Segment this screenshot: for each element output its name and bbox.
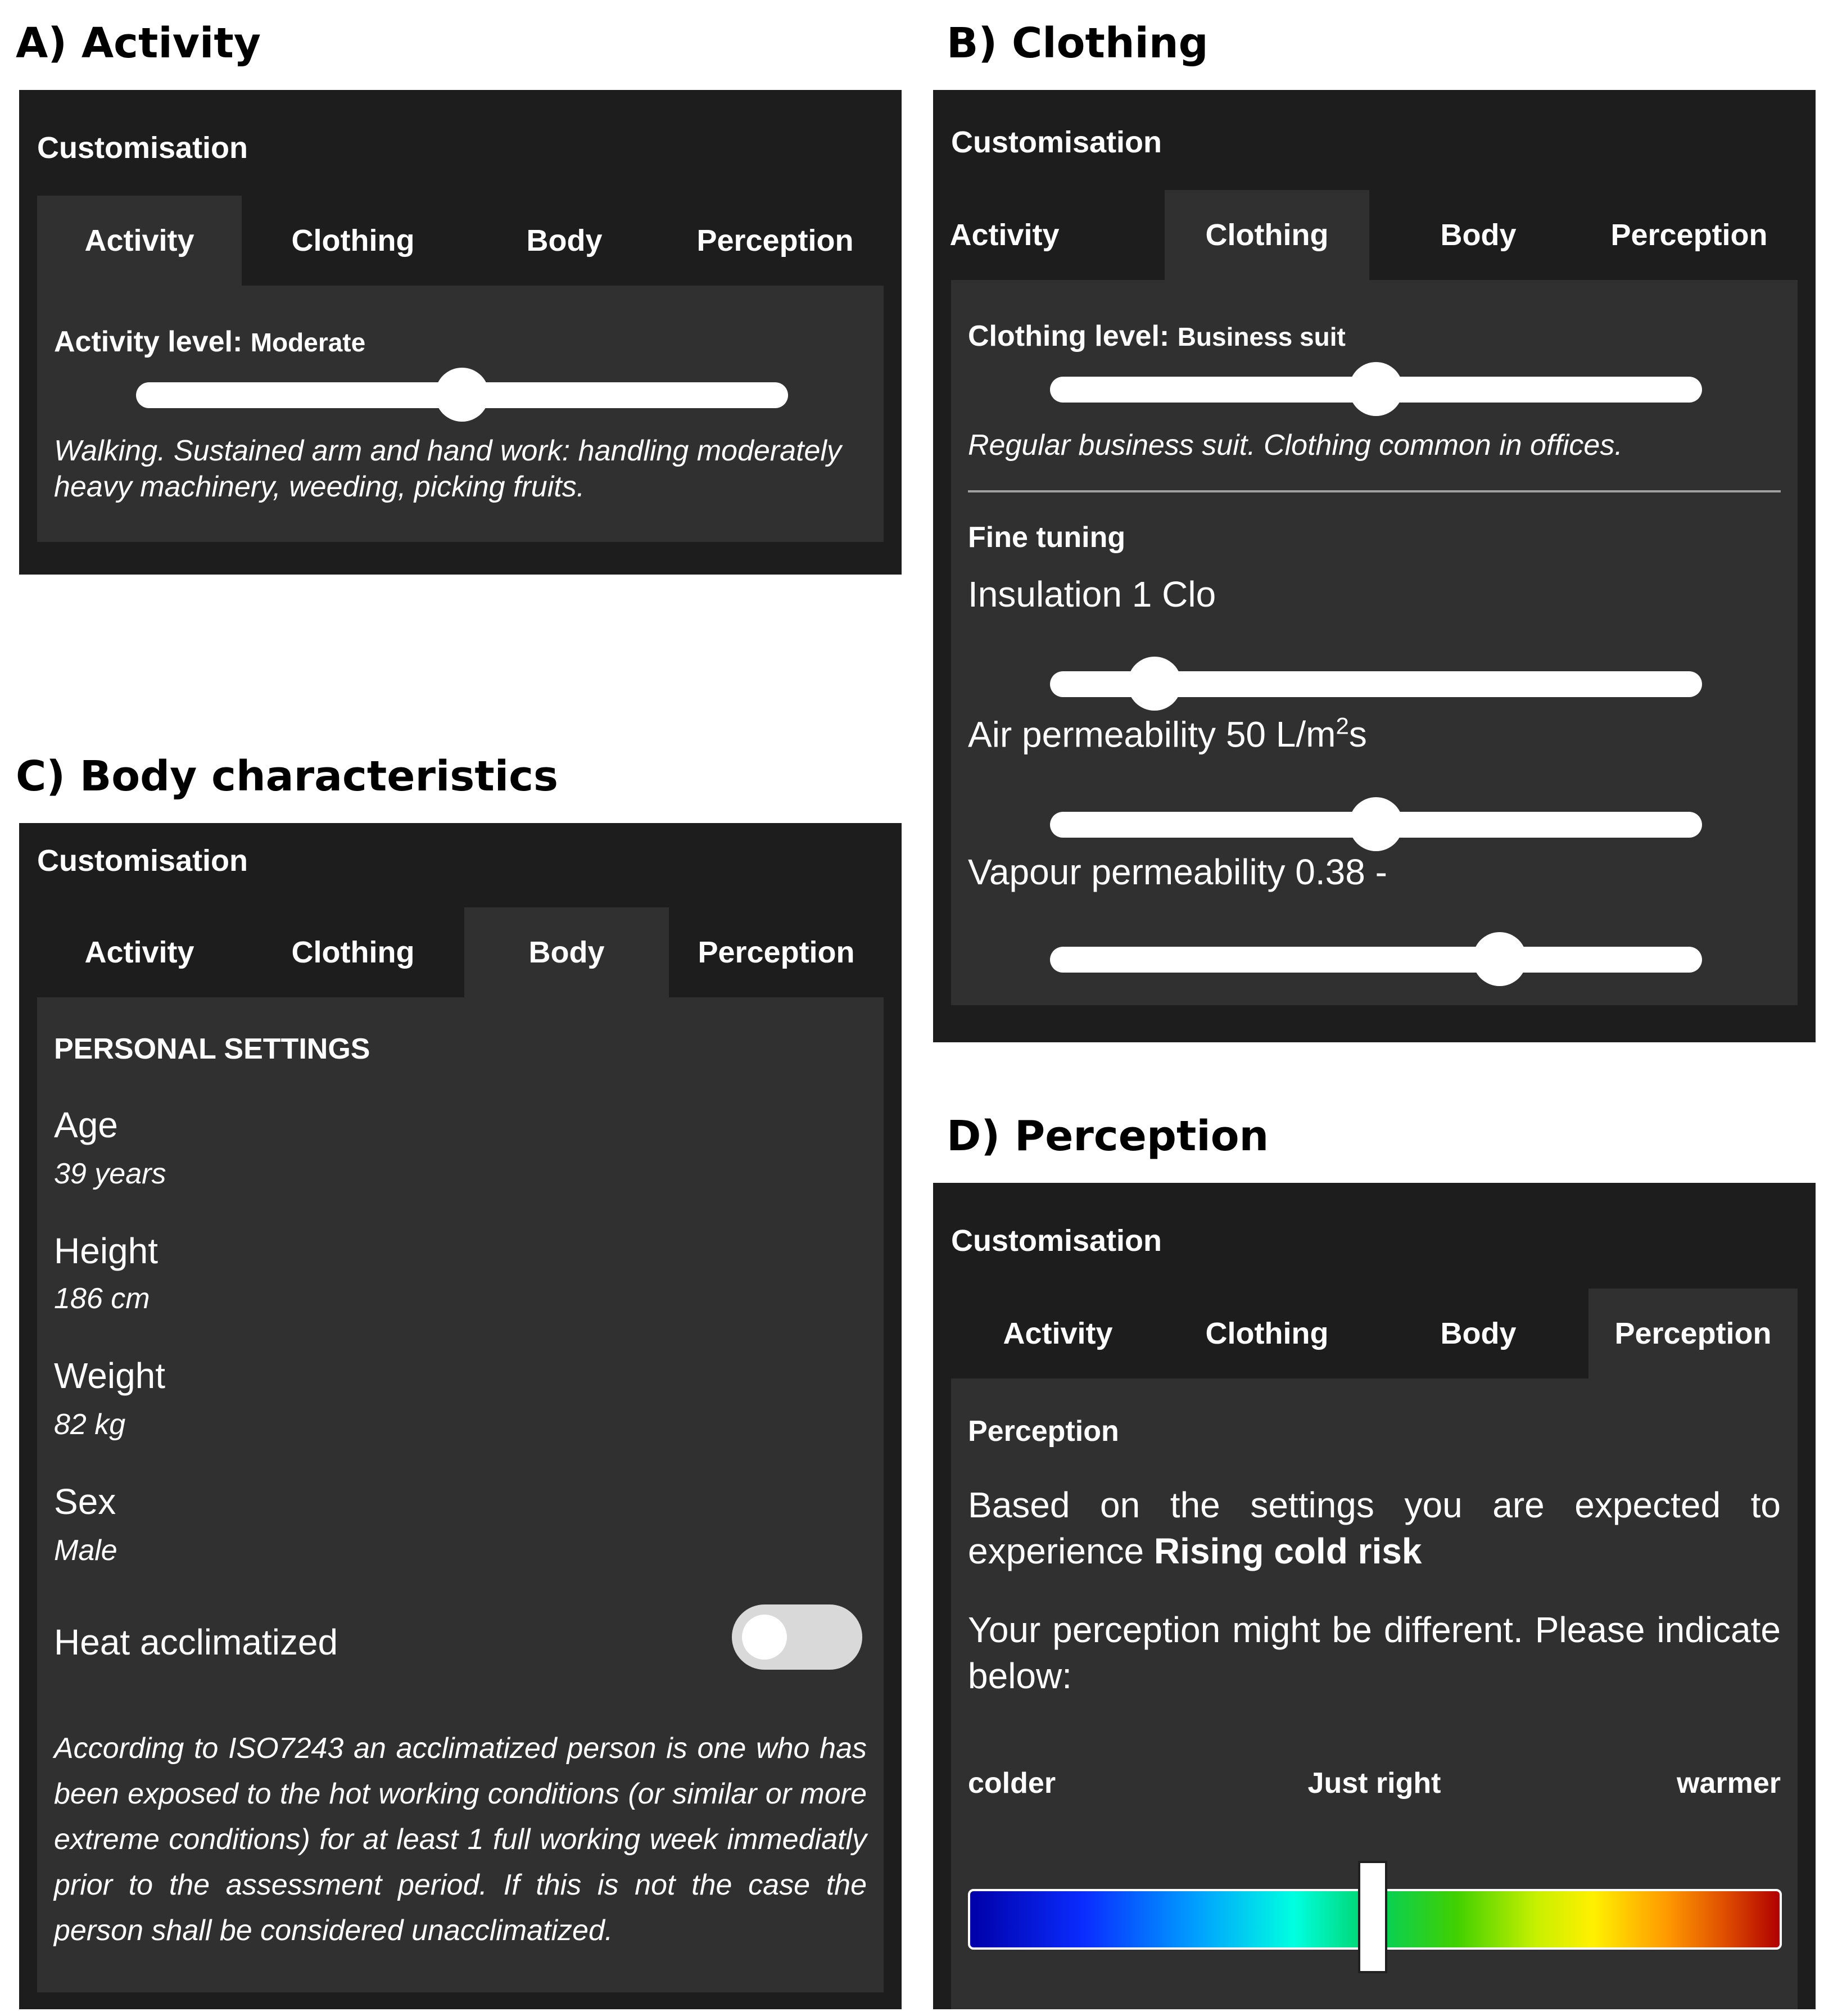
panel-title: Customisation	[951, 1224, 1162, 1258]
clothing-panel	[933, 90, 1816, 1042]
insulation-unit: Clo	[1162, 574, 1216, 614]
insulation-slider-thumb[interactable]	[1128, 657, 1182, 711]
tab-perception[interactable]: Perception	[1588, 1289, 1798, 1378]
figure-label-d: D) Perception	[947, 1112, 1269, 1160]
body-content	[37, 997, 884, 1992]
clothing-slider-thumb[interactable]	[1349, 362, 1403, 416]
tab-perception[interactable]: Perception	[698, 935, 855, 969]
vapour-permeability-slider-thumb[interactable]	[1473, 932, 1527, 986]
tab-perception[interactable]: Perception	[696, 224, 854, 257]
air-permeability-slider-thumb[interactable]	[1349, 797, 1403, 851]
heat-acclimatized-label: Heat acclimatized	[54, 1622, 338, 1662]
expected-prefix: Based on the settings you are expected to experience	[968, 1485, 1781, 1571]
figure-label-c: C) Body characteristics	[16, 752, 558, 801]
perception-prompt: Your perception might be different. Please indicate below:	[968, 1610, 1781, 1696]
clothing-content	[951, 280, 1798, 1005]
figure-label-a: A) Activity	[16, 19, 261, 67]
tab-body[interactable]: Body	[464, 907, 669, 997]
activity-level-heading: Activity level:	[54, 326, 243, 358]
activity-panel	[19, 90, 902, 575]
tab-activity[interactable]: Activity	[1003, 1317, 1113, 1350]
tab-body[interactable]: Body	[1440, 1317, 1517, 1350]
weight-value: 82 kg	[54, 1408, 126, 1441]
personal-settings-heading: PERSONAL SETTINGS	[54, 1033, 370, 1065]
expected-perception-text	[968, 1482, 1781, 1574]
age-label: Age	[54, 1105, 118, 1145]
tab-clothing[interactable]: Clothing	[291, 935, 415, 969]
insulation-heading: Insulation	[968, 574, 1122, 614]
perception-panel	[933, 1183, 1816, 2009]
body-panel	[19, 823, 902, 2009]
tab-activity-area[interactable]	[951, 190, 1165, 280]
tab-bar	[37, 196, 884, 286]
tab-bar	[951, 190, 1798, 280]
height-value: 186 cm	[54, 1282, 150, 1315]
panel-title: Customisation	[37, 131, 248, 165]
clothing-description: Regular business suit. Clothing common in offices.	[968, 429, 1623, 462]
air-unit-suffix: s	[1348, 714, 1367, 755]
scale-label-colder: colder	[968, 1767, 1056, 1800]
panel-title: Customisation	[37, 844, 248, 878]
perception-content	[951, 1378, 1798, 2009]
insulation-label	[968, 573, 1216, 615]
air-permeability-heading: Air permeability	[968, 714, 1216, 755]
tab-bar	[951, 1289, 1798, 1378]
perception-scale-thumb[interactable]	[1358, 1861, 1387, 1973]
tab-activity[interactable]: Activity	[37, 196, 242, 286]
vapour-permeability-label	[968, 851, 1387, 893]
vapour-permeability-heading: Vapour permeability	[968, 852, 1286, 892]
activity-content	[37, 286, 884, 542]
clothing-level-label	[968, 319, 1346, 353]
vapour-permeability-value: 0.38	[1295, 852, 1365, 892]
fine-tuning-heading: Fine tuning	[968, 521, 1126, 554]
scale-label-just-right: Just right	[1307, 1767, 1441, 1800]
tab-perception[interactable]: Perception	[1610, 218, 1768, 252]
insulation-value: 1	[1132, 574, 1152, 614]
tab-clothing[interactable]: Clothing	[1205, 1317, 1329, 1350]
vapour-permeability-slider-track[interactable]	[1050, 947, 1702, 973]
height-label: Height	[54, 1231, 158, 1271]
panel-title: Customisation	[951, 125, 1162, 159]
activity-description: Walking. Sustained arm and hand work: handling moderately heavy machinery, weeding, picking fruits.	[54, 435, 841, 503]
tab-bar	[37, 907, 884, 997]
figure-label-b: B) Clothing	[947, 19, 1209, 67]
scale-label-warmer: warmer	[1677, 1767, 1781, 1800]
acclimatization-note: According to ISO7243 an acclimatized person is one who has been exposed to the hot working conditions (or similar or more extreme conditions) for at least 1 full working week immediatly prior to the assessment period. If this is not the case the person shall be considered unacclimatized.	[54, 1732, 867, 1947]
activity-slider-thumb[interactable]	[435, 368, 489, 422]
tab-activity[interactable]: Activity	[84, 935, 194, 969]
section-divider	[968, 490, 1781, 492]
air-permeability-value: 50	[1225, 714, 1266, 755]
sex-value: Male	[54, 1534, 117, 1567]
toggle-knob	[742, 1615, 787, 1660]
clothing-level-heading: Clothing level:	[968, 320, 1170, 352]
air-permeability-unit	[1276, 714, 1367, 754]
vapour-permeability-unit: -	[1375, 852, 1387, 892]
sex-label: Sex	[54, 1481, 116, 1522]
perception-heading: Perception	[968, 1415, 1119, 1448]
activity-level-value: Moderate	[250, 328, 366, 357]
tab-clothing[interactable]: Clothing	[1165, 190, 1369, 280]
activity-level-label	[54, 325, 365, 359]
clothing-level-value: Business suit	[1177, 322, 1346, 351]
weight-label: Weight	[54, 1355, 166, 1396]
tab-body[interactable]: Body	[1440, 218, 1517, 252]
air-unit-prefix: L/m	[1275, 714, 1336, 755]
age-value: 39 years	[54, 1158, 166, 1190]
tab-body[interactable]: Body	[526, 224, 603, 257]
tab-clothing[interactable]: Clothing	[291, 224, 415, 257]
heat-acclimatized-toggle[interactable]	[732, 1604, 862, 1670]
expected-value: Rising cold risk	[1153, 1531, 1422, 1571]
air-permeability-label	[968, 713, 1367, 755]
tab-activity[interactable]: Activity	[949, 218, 1060, 252]
air-unit-exponent: 2	[1336, 713, 1349, 739]
